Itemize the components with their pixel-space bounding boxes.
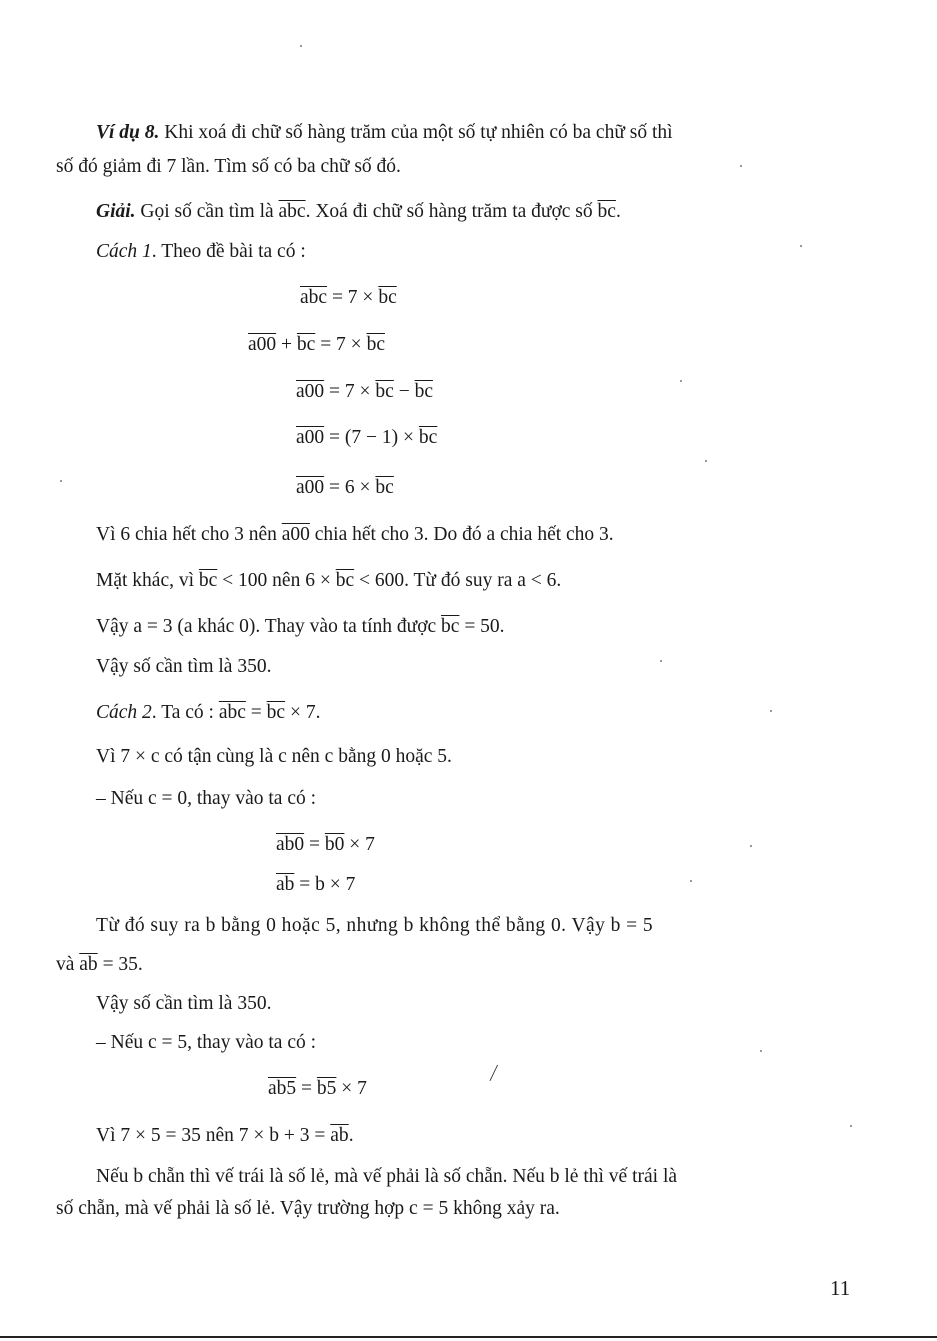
text-segment: . Ta có : — [151, 702, 219, 723]
solution-label: Giải. — [96, 201, 136, 222]
eq-rel: = b × 7 — [294, 874, 356, 895]
solution-line — [96, 200, 621, 224]
method1-paragraph-3 — [96, 615, 505, 639]
eq-term: ab5 — [268, 1078, 297, 1099]
text-segment: Vậy a = 3 (a khác 0). Thay vào ta tính được — [96, 616, 442, 637]
method1-equation-1 — [300, 286, 397, 310]
text-segment: × 7. — [285, 702, 321, 723]
method1-paragraph-1 — [96, 523, 614, 547]
method1-label: Cách 1 — [96, 241, 152, 262]
eq-term: $\overline{bc}$ — [414, 381, 433, 402]
eq-tail: × 7 — [344, 834, 375, 855]
scan-speck — [660, 660, 662, 662]
text-segment: – Nếu c = 0, thay vào ta có : — [96, 788, 317, 809]
overline-bc: $\overline{bc}$ — [266, 702, 286, 723]
eq-op: + — [276, 334, 297, 355]
method2-paragraph-4 — [96, 1124, 354, 1148]
eq-term: $\overline{bc}$ — [296, 334, 316, 355]
overline-bc: $\overline{bc}$ — [597, 201, 616, 222]
method2-case-5 — [96, 1031, 316, 1055]
eq-rel: = 6 × — [324, 477, 376, 498]
text-segment: số chẵn, mà vế phải là số lẻ. Vậy trường hợp c = 5 không xảy ra. — [56, 1198, 560, 1219]
text-segment: Từ đó suy ra b bằng 0 hoặc 5, nhưng b không thể bằng 0. Vậy b = 5 — [96, 915, 654, 936]
scan-speck — [705, 460, 707, 462]
overline-bc: $\overline{bc}$ — [335, 570, 355, 591]
text-segment: và — [56, 954, 80, 975]
overline-bc: $\overline{bc}$ — [441, 616, 460, 637]
method1-paragraph-2 — [96, 569, 561, 593]
text-segment: – Nếu c = 5, thay vào ta có : — [96, 1032, 317, 1053]
eq-term: $\overline{abc}$ — [300, 287, 328, 308]
overline-a00: a00 — [281, 524, 310, 545]
eq-rel: = 7 × — [324, 381, 376, 402]
eq-tail: × 7 — [336, 1078, 367, 1099]
overline-ab: $\overline{ab}$ — [330, 1125, 349, 1146]
method2-paragraph-5 — [96, 1165, 677, 1189]
eq-term: b5 — [316, 1078, 337, 1099]
eq-term: $\overline{bc}$ — [418, 427, 438, 448]
method1-heading — [96, 240, 306, 264]
method1-equation-3 — [296, 380, 433, 404]
pen-mark: ⁄ — [489, 1059, 498, 1086]
text-segment: Vì 7 × 5 = 35 nên 7 × b + 3 = — [96, 1125, 331, 1146]
eq-term: a00 — [296, 381, 325, 402]
solution-text-b: . Xoá đi chữ số hàng trăm ta được số — [305, 201, 598, 222]
eq-term: $\overline{ab}$ — [276, 874, 295, 895]
method1-conclusion — [96, 655, 271, 679]
example-text-1: Khi xoá đi chữ số hàng trăm của một số tự nhiên có ba chữ số thì — [159, 122, 673, 143]
eq-term: $\overline{bc}$ — [378, 287, 397, 308]
scan-speck — [740, 165, 742, 167]
eq-rel: = — [304, 834, 325, 855]
scan-speck — [850, 1125, 852, 1127]
eq-term: ab0 — [276, 834, 305, 855]
eq-rel: = — [296, 1078, 317, 1099]
scan-speck — [690, 880, 692, 882]
method2-paragraph-1 — [96, 745, 452, 769]
eq-term: $\overline{bc}$ — [375, 381, 394, 402]
method1-equation-4 — [296, 426, 437, 450]
eq-op: − — [393, 381, 415, 402]
method1-equation-5 — [296, 476, 394, 500]
text-segment: chia hết cho 3. Do đó a chia hết cho 3. — [309, 524, 614, 545]
method2-heading — [96, 701, 320, 725]
overline-ab: $\overline{ab}$ — [79, 954, 98, 975]
page-number: 11 — [830, 1276, 851, 1300]
scan-speck — [760, 1050, 762, 1052]
eq-rel: = 7 × — [327, 287, 379, 308]
method2-equation-c — [268, 1077, 367, 1101]
method2-conclusion — [96, 992, 271, 1016]
example-line-2 — [56, 155, 401, 179]
text-segment: Nếu b chẵn thì vế trái là số lẻ, mà vế phải là số chẵn. Nếu b lẻ thì vế trái là — [96, 1166, 678, 1187]
method2-case-0 — [96, 787, 316, 811]
text-segment: . — [348, 1125, 354, 1146]
eq-term: $\overline{bc}$ — [375, 477, 394, 498]
method1-equation-2 — [248, 333, 385, 357]
method2-paragraph-2 — [96, 914, 653, 938]
method2-equation-a — [276, 833, 375, 857]
eq-rel: = (7 − 1) × — [324, 427, 419, 448]
method2-label: Cách 2 — [96, 702, 152, 723]
eq-term: a00 — [296, 477, 325, 498]
method2-paragraph-2-cont — [56, 953, 143, 977]
solution-text-c: . — [615, 201, 621, 222]
eq-rel: = 7 × — [315, 334, 367, 355]
overline-abc: $\overline{abc}$ — [218, 702, 246, 723]
eq-term: a00 — [296, 427, 325, 448]
text-segment: Vậy số cần tìm là 350. — [96, 656, 272, 677]
text-segment: = 35. — [97, 954, 143, 975]
solution-text-a: Gọi số cần tìm là — [135, 201, 279, 222]
text-segment: Mặt khác, vì — [96, 570, 199, 591]
method2-equation-b — [276, 873, 355, 897]
scan-speck — [750, 845, 752, 847]
scan-speck — [680, 380, 682, 382]
eq-term: $\overline{bc}$ — [366, 334, 385, 355]
text-segment: = — [245, 702, 267, 723]
method2-paragraph-5-cont — [56, 1197, 560, 1221]
example-label: Ví dụ 8. — [96, 122, 160, 143]
eq-term: b0 — [324, 834, 345, 855]
scan-speck — [770, 710, 772, 712]
example-text-2: số đó giảm đi 7 lần. Tìm số có ba chữ số đó. — [56, 156, 401, 177]
scan-speck — [300, 45, 302, 47]
overline-abc: $\overline{abc}$ — [278, 201, 306, 222]
text-segment: Vì 6 chia hết cho 3 nên — [96, 524, 282, 545]
overline-bc: $\overline{bc}$ — [198, 570, 218, 591]
example-line-1 — [96, 121, 673, 145]
scan-speck — [60, 480, 62, 482]
text-segment: < 600. Từ đó suy ra a < 6. — [354, 570, 562, 591]
bottom-rule — [0, 1336, 937, 1338]
text-segment: = 50. — [459, 616, 505, 637]
eq-term: a00 — [248, 334, 277, 355]
method1-intro: . Theo đề bài ta có : — [151, 241, 306, 262]
text-segment: < 100 nên 6 × — [217, 570, 336, 591]
scan-speck — [800, 245, 802, 247]
text-segment: Vậy số cần tìm là 350. — [96, 993, 272, 1014]
text-segment: Vì 7 × c có tận cùng là c nên c bằng 0 hoặc 5. — [96, 746, 452, 767]
